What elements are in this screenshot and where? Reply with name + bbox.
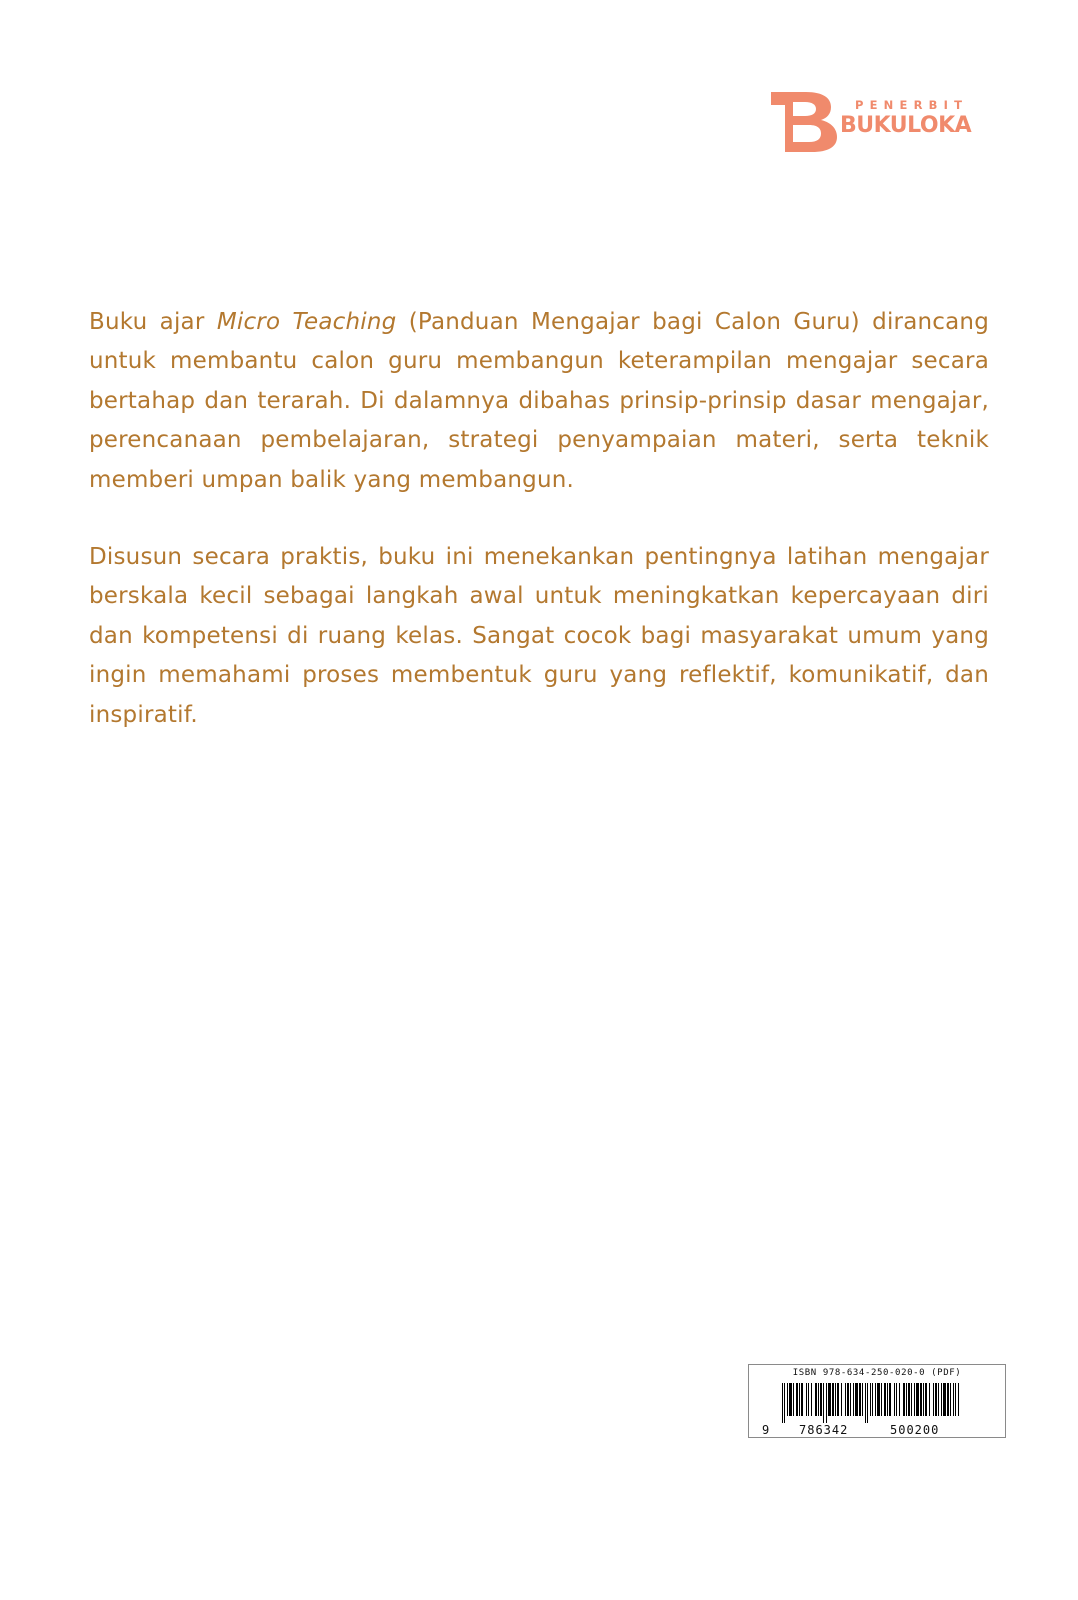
barcode-bar	[947, 1383, 949, 1416]
barcode-bar	[923, 1383, 924, 1416]
barcode-bar	[889, 1383, 891, 1416]
barcode-bar	[806, 1383, 807, 1416]
publisher-label-small: PENERBIT	[855, 98, 969, 112]
barcode-bar	[850, 1383, 851, 1416]
barcode-bar	[870, 1383, 871, 1416]
barcode-bar	[784, 1383, 785, 1423]
barcode-bar	[841, 1383, 842, 1416]
publisher-name: BUKULOKA	[840, 113, 972, 138]
barcode-bar	[808, 1383, 809, 1416]
bukuloka-b-mark-icon	[771, 92, 837, 152]
blurb-paragraph-1	[89, 303, 989, 500]
barcode-bar	[826, 1383, 827, 1423]
barcode-bar	[828, 1383, 831, 1416]
barcode-bar	[867, 1383, 868, 1423]
barcode-bar	[914, 1383, 915, 1416]
barcode-bar	[908, 1383, 910, 1416]
barcode-bar	[799, 1383, 800, 1416]
barcode-bar	[943, 1383, 946, 1416]
barcode-bar	[862, 1383, 863, 1416]
barcode-bar	[859, 1383, 861, 1416]
barcode-bar	[935, 1383, 937, 1416]
barcode-bar	[958, 1383, 959, 1416]
barcode-bar	[853, 1383, 854, 1416]
blurb-p1-body: (Panduan Mengajar bagi Calon Guru) dirancang untuk membantu calon guru membangun keterampilan mengajar secara bertahap dan terarah. Di dalamnya dibahas prinsip-prinsip dasar mengajar, perencanaan pembelajaran, strategi penyampaian materi, serta teknik memberi umpan balik yang membangun.	[89, 309, 989, 493]
barcode-bar	[782, 1383, 783, 1423]
blurb-p1-intro: Buku ajar	[89, 309, 217, 335]
barcode-bar	[955, 1383, 956, 1416]
isbn-label: ISBN 978-634-250-020-0 (PDF)	[792, 1368, 962, 1378]
barcode-bar	[811, 1383, 812, 1416]
barcode-bar	[818, 1383, 819, 1416]
barcode-bar	[787, 1383, 788, 1416]
barcode-bar	[929, 1383, 930, 1416]
barcode-bar	[865, 1383, 866, 1423]
barcode-bar	[896, 1383, 897, 1416]
blurb-paragraph-2: Disusun secara praktis, buku ini menekankan pentingnya latihan mengajar berskala kecil sebagai langkah awal untuk meningkatkan kepercayaan diri dan kompetensi di ruang kelas. Sangat cocok bagi masyarakat umum yang ingin memahami proses membentuk guru yang reflektif, komunikatif, dan inspiratif.	[89, 544, 989, 728]
barcode-digits-left: 786342	[799, 1423, 849, 1437]
barcode-bar	[906, 1383, 907, 1416]
barcode-bar	[801, 1383, 803, 1416]
barcode-bar	[796, 1383, 798, 1416]
barcode-bar	[884, 1383, 886, 1416]
barcode-bar	[941, 1383, 942, 1416]
barcode-digit-first: 9	[762, 1423, 770, 1437]
barcode-bar	[875, 1383, 876, 1416]
barcode-bar	[920, 1383, 922, 1416]
barcode-bar	[845, 1383, 846, 1416]
barcode-bar	[894, 1383, 895, 1416]
barcode-bar	[938, 1383, 939, 1416]
barcode-bar	[877, 1383, 880, 1416]
barcode-bar	[911, 1383, 912, 1416]
barcode-bar	[820, 1383, 822, 1416]
barcode-bar	[837, 1383, 839, 1416]
barcode-bar	[887, 1383, 888, 1416]
barcode-bar	[823, 1383, 824, 1423]
back-cover-blurb	[89, 303, 989, 735]
barcode-bar	[815, 1383, 817, 1416]
isbn-barcode	[748, 1364, 1006, 1438]
barcode-bar	[835, 1383, 836, 1416]
barcode-bar	[872, 1383, 873, 1416]
barcode-bar	[916, 1383, 919, 1416]
barcode-digits-right: 500200	[890, 1423, 940, 1437]
barcode-bar	[950, 1383, 951, 1416]
barcode-bar	[933, 1383, 934, 1416]
book-title: Micro Teaching	[216, 309, 397, 335]
barcode-bar	[847, 1383, 849, 1416]
barcode-bar	[925, 1383, 927, 1416]
barcode-bar	[832, 1383, 834, 1416]
barcode-bar	[899, 1383, 900, 1416]
barcode-bar	[953, 1383, 954, 1416]
barcode-bar	[789, 1383, 792, 1416]
barcode-bar	[903, 1383, 905, 1416]
barcode-bar	[881, 1383, 882, 1416]
barcode-bar	[793, 1383, 794, 1416]
barcode-bars	[782, 1383, 960, 1423]
publisher-logo	[771, 92, 1001, 152]
barcode-bar	[855, 1383, 858, 1416]
